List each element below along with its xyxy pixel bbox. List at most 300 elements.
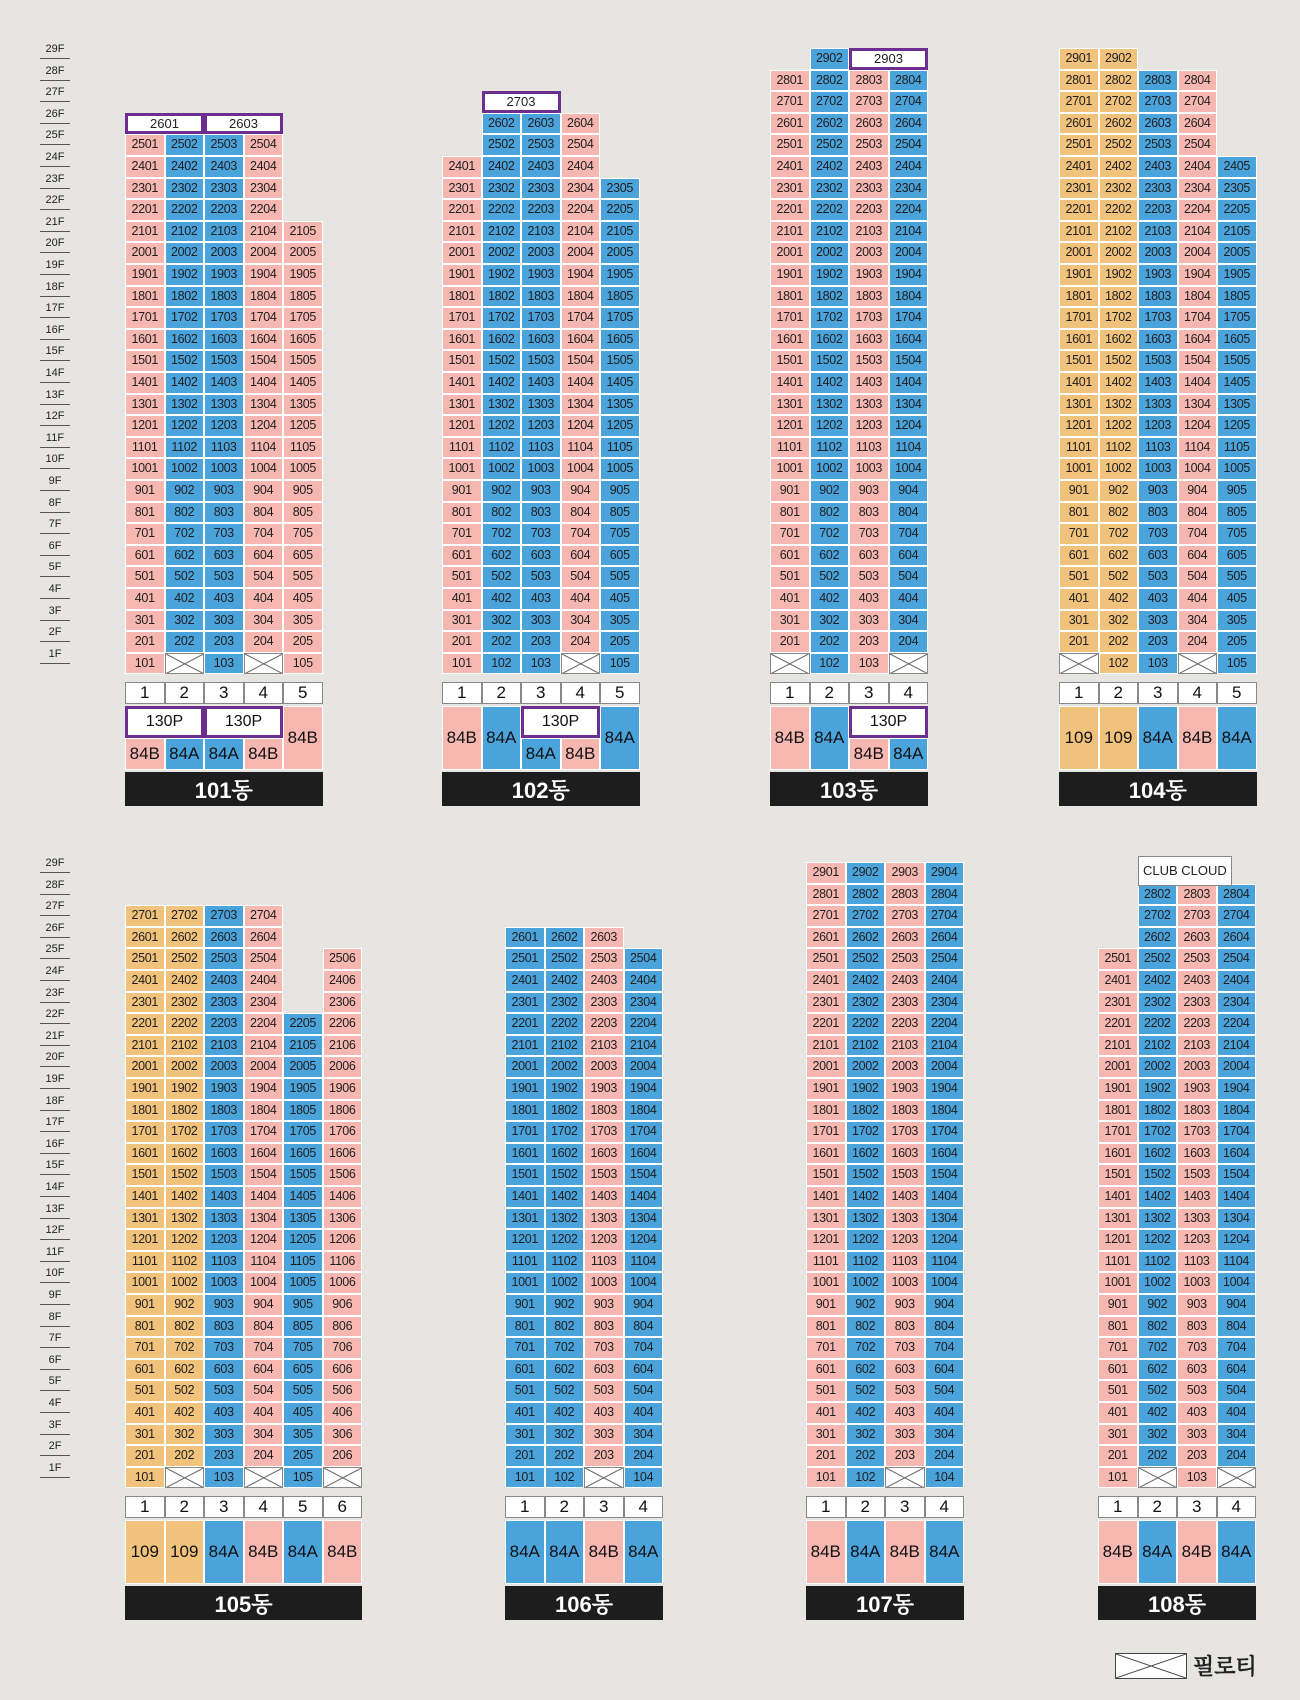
unit-cell: 1904 <box>1178 264 1218 286</box>
unit-cell: 2506 <box>323 948 363 970</box>
unit-cell: 601 <box>125 1359 165 1381</box>
unit-cell: 902 <box>846 1294 886 1316</box>
unit-cell: 2101 <box>442 221 482 243</box>
unit-cell: 2403 <box>1177 970 1217 992</box>
unit-cell: 2703 <box>1138 91 1178 113</box>
unit-cell: 901 <box>125 1294 165 1316</box>
unit-cell: 1302 <box>1138 1208 1178 1230</box>
unit-cell: 903 <box>584 1294 624 1316</box>
unit-cell: 1703 <box>521 307 561 329</box>
unit-cell: 2304 <box>561 178 601 200</box>
floor-label: 24F <box>40 961 70 981</box>
unit-cell: 303 <box>1138 610 1178 632</box>
unit-cell: 604 <box>561 545 601 567</box>
unit-cell: 801 <box>442 502 482 524</box>
unit-cell: 1805 <box>600 286 640 308</box>
unit-cell: 304 <box>889 610 929 632</box>
unit-cell: 701 <box>442 523 482 545</box>
unit-cell: 2304 <box>244 992 284 1014</box>
unit-cell: 904 <box>925 1294 965 1316</box>
unit-cell: 703 <box>584 1337 624 1359</box>
unit-cell: 1004 <box>1178 458 1218 480</box>
unit-cell: 1001 <box>1059 458 1099 480</box>
unit-cell: 905 <box>283 1294 323 1316</box>
unit-cell: 2004 <box>925 1056 965 1078</box>
floor-label: 12F <box>40 1220 70 1240</box>
unit-cell: 803 <box>584 1316 624 1338</box>
unit-cell: 902 <box>165 480 205 502</box>
unit-cell: 2501 <box>125 134 165 156</box>
unit-cell: 502 <box>165 566 205 588</box>
unit-cell: 1801 <box>806 1100 846 1122</box>
unit-cell: 1506 <box>323 1164 363 1186</box>
unit-cell: 1303 <box>1138 394 1178 416</box>
unit-cell: 1304 <box>244 394 284 416</box>
unit-cell: 603 <box>521 545 561 567</box>
unit-cell: 1205 <box>283 415 323 437</box>
unit-cell: 606 <box>323 1359 363 1381</box>
unit-cell: 2701 <box>806 905 846 927</box>
unit-cell: 1101 <box>125 437 165 459</box>
unit-cell: 1002 <box>545 1272 585 1294</box>
unit-cell: 1005 <box>1217 458 1257 480</box>
unit-cell: 801 <box>1098 1316 1138 1338</box>
unit-cell: 2902 <box>810 48 850 70</box>
unit-cell: 1902 <box>1138 1078 1178 1100</box>
unit-cell: 501 <box>806 1380 846 1402</box>
unit-cell: 2801 <box>1059 70 1099 92</box>
floor-label: 12F <box>40 406 70 426</box>
unit-cell: 1603 <box>885 1143 925 1165</box>
unit-cell: 1603 <box>584 1143 624 1165</box>
legend <box>1115 1650 1257 1681</box>
line-number: 3 <box>1177 1496 1217 1518</box>
floor-label: 10F <box>40 1263 70 1283</box>
unit-cell: 802 <box>165 1316 205 1338</box>
floor-label: 29F <box>40 853 70 873</box>
unit-cell: 1103 <box>1177 1251 1217 1273</box>
unit-cell: 1903 <box>521 264 561 286</box>
unit-cell: 1403 <box>204 1186 244 1208</box>
unit-cell: 203 <box>521 631 561 653</box>
unit-cell: 2501 <box>1059 134 1099 156</box>
unit-cell: 404 <box>244 588 284 610</box>
unit-cell: 1604 <box>925 1143 965 1165</box>
unit-cell: 2901 <box>1059 48 1099 70</box>
unit-cell: 1302 <box>165 394 205 416</box>
unit-cell: 2704 <box>1178 91 1218 113</box>
unit-cell: 2202 <box>165 199 205 221</box>
unit-cell: 203 <box>204 1445 244 1467</box>
unit-cell: 2602 <box>165 927 205 949</box>
unit-cell: 1803 <box>1177 1100 1217 1122</box>
unit-type-cell: 84B <box>1177 1520 1217 1584</box>
unit-cell: 2503 <box>204 948 244 970</box>
unit-cell: 702 <box>545 1337 585 1359</box>
unit-cell: 406 <box>323 1402 363 1424</box>
unit-cell: 705 <box>283 523 323 545</box>
unit-cell: 2901 <box>806 862 846 884</box>
unit-cell: 1301 <box>125 1208 165 1230</box>
unit-cell: 1302 <box>846 1208 886 1230</box>
unit-cell: 1605 <box>1217 329 1257 351</box>
unit-cell: 1603 <box>521 329 561 351</box>
piloti-cell <box>323 1467 363 1489</box>
unit-cell: 1703 <box>849 307 889 329</box>
unit-cell: 804 <box>1178 502 1218 524</box>
unit-cell: 1501 <box>442 350 482 372</box>
unit-cell: 2104 <box>925 1035 965 1057</box>
unit-cell: 1602 <box>1099 329 1139 351</box>
unit-cell: 1001 <box>770 458 810 480</box>
unit-cell: 2001 <box>125 242 165 264</box>
unit-cell: 2501 <box>806 948 846 970</box>
unit-cell: 402 <box>1138 1402 1178 1424</box>
unit-cell: 405 <box>1217 588 1257 610</box>
unit-cell: 1601 <box>770 329 810 351</box>
unit-cell: 2004 <box>561 242 601 264</box>
unit-cell: 2205 <box>1217 199 1257 221</box>
unit-cell: 1801 <box>1098 1100 1138 1122</box>
unit-cell: 2601 <box>125 927 165 949</box>
unit-cell: 2202 <box>1099 199 1139 221</box>
unit-cell: 1501 <box>125 1164 165 1186</box>
unit-cell: 803 <box>521 502 561 524</box>
unit-cell: 2401 <box>770 156 810 178</box>
unit-cell: 2704 <box>244 905 284 927</box>
unit-cell: 2501 <box>125 948 165 970</box>
unit-cell: 702 <box>846 1337 886 1359</box>
unit-cell: 504 <box>561 566 601 588</box>
unit-cell: 202 <box>165 1445 205 1467</box>
unit-cell: 805 <box>283 1316 323 1338</box>
unit-cell: 204 <box>925 1445 965 1467</box>
unit-cell: 2105 <box>283 1035 323 1057</box>
unit-cell: 305 <box>600 610 640 632</box>
piloti-cell <box>1138 1467 1178 1489</box>
unit-cell: 2002 <box>482 242 522 264</box>
unit-cell: 1701 <box>770 307 810 329</box>
unit-cell: 203 <box>1177 1445 1217 1467</box>
floor-label: 21F <box>40 212 70 232</box>
unit-cell: 1801 <box>125 1100 165 1122</box>
unit-cell: 1704 <box>244 1121 284 1143</box>
unit-type-cell: 109 <box>125 1520 165 1584</box>
unit-cell: 1202 <box>165 1229 205 1251</box>
piloti-cell <box>1059 653 1099 675</box>
unit-cell: 503 <box>885 1380 925 1402</box>
unit-cell: 903 <box>204 480 244 502</box>
unit-cell: 1102 <box>545 1251 585 1273</box>
unit-type-cell: 84A <box>165 738 205 770</box>
unit-cell: 206 <box>323 1445 363 1467</box>
unit-cell: 1403 <box>885 1186 925 1208</box>
unit-cell: 1803 <box>204 1100 244 1122</box>
unit-cell: 1702 <box>810 307 850 329</box>
unit-cell: 1001 <box>806 1272 846 1294</box>
unit-cell: 1204 <box>925 1229 965 1251</box>
unit-cell: 1201 <box>770 415 810 437</box>
line-number: 1 <box>125 682 165 704</box>
unit-cell: 402 <box>165 588 205 610</box>
floor-label: 19F <box>40 255 70 275</box>
unit-cell: 1502 <box>1138 1164 1178 1186</box>
unit-cell: 1804 <box>1178 286 1218 308</box>
unit-cell: 1303 <box>584 1208 624 1230</box>
unit-cell: 2602 <box>810 113 850 135</box>
unit-cell: 2603 <box>1138 113 1178 135</box>
unit-cell: 2201 <box>770 199 810 221</box>
unit-cell: 1401 <box>1098 1186 1138 1208</box>
unit-cell: 204 <box>624 1445 664 1467</box>
unit-cell: 2001 <box>1059 242 1099 264</box>
unit-cell: 1404 <box>1178 372 1218 394</box>
unit-cell: 1602 <box>165 1143 205 1165</box>
unit-type-cell: 84B <box>584 1520 624 1584</box>
floor-label: 14F <box>40 363 70 383</box>
unit-cell: 501 <box>442 566 482 588</box>
unit-cell: 1706 <box>323 1121 363 1143</box>
unit-cell: 802 <box>846 1316 886 1338</box>
unit-cell: 2404 <box>925 970 965 992</box>
floor-label: 5F <box>40 557 70 577</box>
unit-cell: 605 <box>600 545 640 567</box>
unit-cell: 2002 <box>165 242 205 264</box>
floor-label: 7F <box>40 1328 70 1348</box>
unit-cell: 1704 <box>624 1121 664 1143</box>
floor-label: 27F <box>40 82 70 102</box>
unit-cell: 1704 <box>1178 307 1218 329</box>
unit-cell: 2503 <box>1138 134 1178 156</box>
unit-cell: 704 <box>244 1337 284 1359</box>
unit-type-cell: 84A <box>600 706 640 770</box>
unit-cell: 2402 <box>545 970 585 992</box>
unit-cell: 2201 <box>125 199 165 221</box>
unit-cell: 1803 <box>204 286 244 308</box>
unit-cell: 602 <box>545 1359 585 1381</box>
unit-cell: 704 <box>925 1337 965 1359</box>
unit-cell: 1602 <box>810 329 850 351</box>
line-number: 3 <box>584 1496 624 1518</box>
unit-cell: 2101 <box>806 1035 846 1057</box>
unit-cell: 1103 <box>521 437 561 459</box>
unit-cell: 1502 <box>1099 350 1139 372</box>
unit-cell: 304 <box>624 1424 664 1446</box>
unit-cell: 603 <box>584 1359 624 1381</box>
unit-cell: 1902 <box>482 264 522 286</box>
unit-cell: 1203 <box>204 1229 244 1251</box>
floor-label: 20F <box>40 233 70 253</box>
unit-cell: 504 <box>244 1380 284 1402</box>
piloti-cell <box>165 653 205 675</box>
unit-cell: 2702 <box>846 905 886 927</box>
unit-cell: 302 <box>1138 1424 1178 1446</box>
unit-cell: 1804 <box>925 1100 965 1122</box>
unit-cell: 1902 <box>1099 264 1139 286</box>
unit-cell: 201 <box>125 1445 165 1467</box>
unit-cell: 2001 <box>770 242 810 264</box>
unit-cell: 202 <box>1099 631 1139 653</box>
floor-label: 16F <box>40 1134 70 1154</box>
floor-label: 7F <box>40 514 70 534</box>
unit-cell: 2502 <box>1138 948 1178 970</box>
line-number: 5 <box>600 682 640 704</box>
unit-cell: 1104 <box>244 1251 284 1273</box>
penthouse-type-label: 130P <box>125 706 204 738</box>
unit-cell: 102 <box>846 1467 886 1489</box>
unit-cell: 2405 <box>1217 156 1257 178</box>
unit-cell: 1605 <box>283 329 323 351</box>
unit-cell: 904 <box>561 480 601 502</box>
unit-cell: 2101 <box>125 1035 165 1057</box>
unit-cell: 202 <box>846 1445 886 1467</box>
unit-cell: 1602 <box>545 1143 585 1165</box>
unit-cell: 1604 <box>561 329 601 351</box>
unit-cell: 204 <box>561 631 601 653</box>
unit-cell: 401 <box>1059 588 1099 610</box>
building-name: 104동 <box>1059 772 1257 806</box>
unit-cell: 1401 <box>505 1186 545 1208</box>
unit-cell: 804 <box>1217 1316 1257 1338</box>
unit-type-cell: 84B <box>806 1520 846 1584</box>
unit-cell: 1903 <box>204 1078 244 1100</box>
unit-cell: 701 <box>125 1337 165 1359</box>
line-number: 2 <box>1099 682 1139 704</box>
unit-cell: 2204 <box>244 199 284 221</box>
unit-cell: 903 <box>1138 480 1178 502</box>
penthouse-type-label: 130P <box>204 706 283 738</box>
unit-cell: 1302 <box>1099 394 1139 416</box>
line-number: 1 <box>1098 1496 1138 1518</box>
floor-label: 18F <box>40 277 70 297</box>
unit-cell: 903 <box>849 480 889 502</box>
unit-cell: 201 <box>1059 631 1099 653</box>
unit-cell: 301 <box>125 1424 165 1446</box>
unit-cell: 2601 <box>1059 113 1099 135</box>
unit-cell: 1201 <box>125 1229 165 1251</box>
unit-cell: 2303 <box>849 178 889 200</box>
unit-cell: 2402 <box>810 156 850 178</box>
unit-cell: 1203 <box>584 1229 624 1251</box>
unit-cell: 1306 <box>323 1208 363 1230</box>
unit-cell: 1201 <box>806 1229 846 1251</box>
unit-cell: 2005 <box>1217 242 1257 264</box>
unit-cell: 1903 <box>204 264 244 286</box>
unit-cell: 901 <box>770 480 810 502</box>
unit-cell: 2103 <box>1138 221 1178 243</box>
unit-cell: 1302 <box>482 394 522 416</box>
unit-cell: 2204 <box>889 199 929 221</box>
unit-cell: 1301 <box>770 394 810 416</box>
unit-cell: 901 <box>442 480 482 502</box>
unit-cell: 2003 <box>1138 242 1178 264</box>
floor-label: 3F <box>40 601 70 621</box>
unit-cell: 603 <box>1138 545 1178 567</box>
unit-cell: 1601 <box>806 1143 846 1165</box>
unit-cell: 1303 <box>521 394 561 416</box>
line-number: 2 <box>846 1496 886 1518</box>
unit-cell: 2603 <box>885 927 925 949</box>
unit-cell: 402 <box>810 588 850 610</box>
unit-cell: 502 <box>1099 566 1139 588</box>
unit-cell: 2301 <box>806 992 846 1014</box>
unit-cell: 2502 <box>482 134 522 156</box>
unit-cell: 1501 <box>1059 350 1099 372</box>
floor-label: 1F <box>40 1458 70 1478</box>
unit-cell: 2804 <box>1217 884 1257 906</box>
unit-cell: 503 <box>1138 566 1178 588</box>
unit-cell: 202 <box>165 631 205 653</box>
unit-cell: 1504 <box>925 1164 965 1186</box>
unit-cell: 1503 <box>521 350 561 372</box>
floor-label: 28F <box>40 61 70 81</box>
line-number: 2 <box>545 1496 585 1518</box>
piloti-cell <box>244 653 284 675</box>
unit-cell: 304 <box>561 610 601 632</box>
unit-cell: 604 <box>1178 545 1218 567</box>
unit-cell: 2501 <box>770 134 810 156</box>
floor-label: 2F <box>40 1436 70 1456</box>
unit-cell: 803 <box>1177 1316 1217 1338</box>
unit-cell: 902 <box>1099 480 1139 502</box>
unit-cell: 2301 <box>125 992 165 1014</box>
unit-type-cell: 84A <box>846 1520 886 1584</box>
unit-cell: 1405 <box>600 372 640 394</box>
unit-cell: 1101 <box>1059 437 1099 459</box>
unit-cell: 2802 <box>810 70 850 92</box>
unit-cell: 504 <box>1178 566 1218 588</box>
piloti-legend-icon <box>1115 1653 1187 1679</box>
unit-cell: 1804 <box>889 286 929 308</box>
unit-cell: 1602 <box>1138 1143 1178 1165</box>
unit-cell: 1201 <box>442 415 482 437</box>
unit-cell: 1802 <box>846 1100 886 1122</box>
unit-cell: 301 <box>505 1424 545 1446</box>
unit-cell: 1901 <box>770 264 810 286</box>
unit-cell: 302 <box>810 610 850 632</box>
unit-cell: 1101 <box>442 437 482 459</box>
unit-cell: 1905 <box>283 1078 323 1100</box>
unit-cell: 2004 <box>244 242 284 264</box>
unit-cell: 305 <box>1217 610 1257 632</box>
line-number: 5 <box>1217 682 1257 704</box>
building-name: 102동 <box>442 772 640 806</box>
unit-cell: 2302 <box>165 992 205 1014</box>
unit-cell: 2001 <box>505 1056 545 1078</box>
unit-cell: 1404 <box>244 1186 284 1208</box>
unit-cell: 2101 <box>125 221 165 243</box>
unit-cell: 2202 <box>545 1013 585 1035</box>
unit-cell: 1003 <box>849 458 889 480</box>
unit-cell: 801 <box>125 1316 165 1338</box>
unit-cell: 2003 <box>204 242 244 264</box>
unit-cell: 2101 <box>1059 221 1099 243</box>
unit-cell: 604 <box>244 1359 284 1381</box>
unit-cell: 602 <box>846 1359 886 1381</box>
unit-cell: 306 <box>323 1424 363 1446</box>
unit-cell: 1703 <box>584 1121 624 1143</box>
unit-cell: 2005 <box>283 1056 323 1078</box>
unit-cell: 1102 <box>810 437 850 459</box>
unit-cell: 504 <box>1217 1380 1257 1402</box>
unit-cell: 1004 <box>1217 1272 1257 1294</box>
unit-cell: 1404 <box>889 372 929 394</box>
unit-cell: 2001 <box>442 242 482 264</box>
unit-cell: 2201 <box>1059 199 1099 221</box>
unit-cell: 1604 <box>889 329 929 351</box>
unit-cell: 2401 <box>125 156 165 178</box>
unit-cell: 904 <box>244 1294 284 1316</box>
